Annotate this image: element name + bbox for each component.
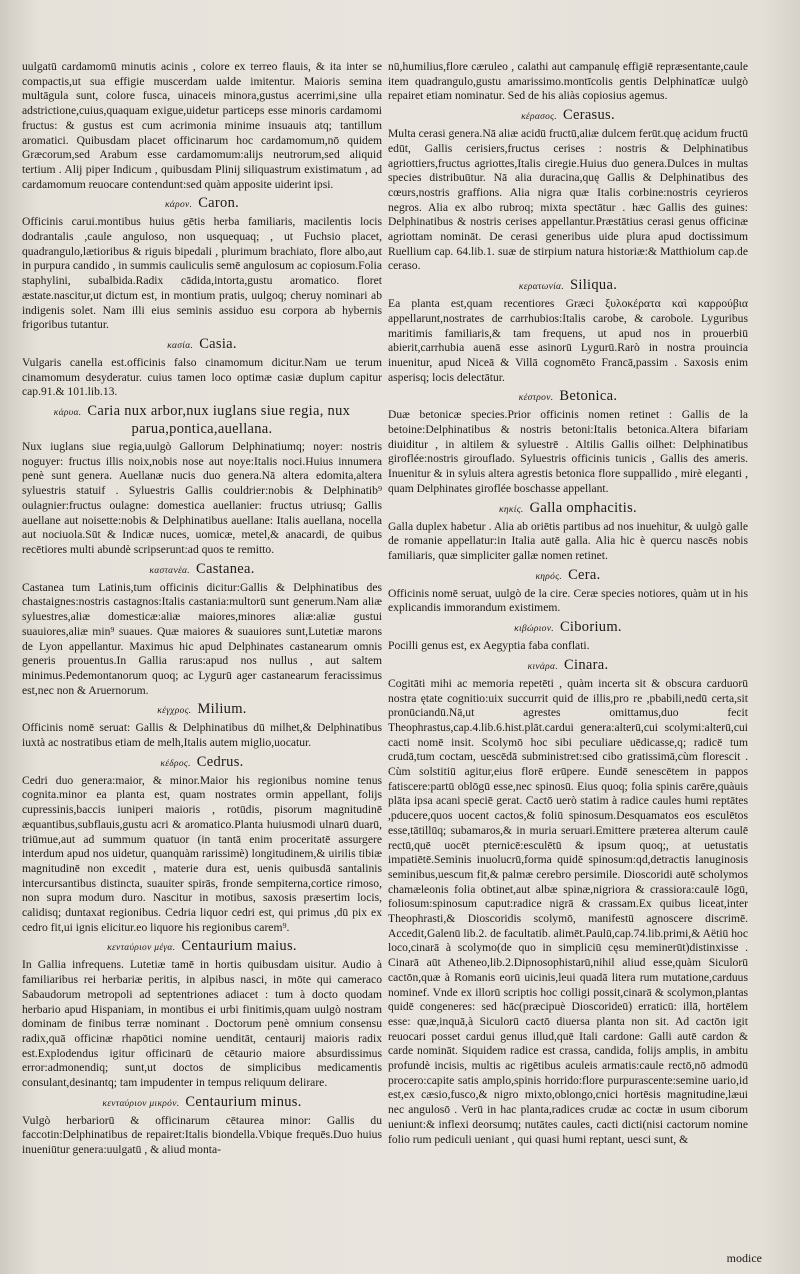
greek-term: καστανέα. xyxy=(149,565,190,576)
latin-term: Caron. xyxy=(198,195,240,212)
entry-heading xyxy=(22,561,382,579)
paragraph: Cedri duo genera:maior, & minor.Maior his regionibus nomine tenus cognita.minor ea planta est, quam nostrates ormin appellant, folijs cupressinis,baccis iuniperi maioris , rotūdis, pisorum magnitudinē æquantibus,subflauis,gustu acri & aromatico.Planta huiusmodi ulnarū duarū, triūmue,aut ad summum quatuor (in tantā enim proceritatē assurgere interdum apud nos uidetur, quanquàm rarissimè) longitudinem,& uirilis tibiæ magnitudinē non excedit , materie dura est, uenis quibusdā santalinis intercursantibus distincta, suauiter spirās, fronde sempiterna,cortice rimoso, non supra modum duro. Nascitur in motibus, saxosis præsertim locis, calidisq; duntaxat regionibus. Cedria liquor cedri est, qui primus ,dū pix ex cedro fit,ui ignis elicitur.eo liquore his regionibus carem⁹. xyxy=(22,773,382,934)
entry-heading xyxy=(388,567,748,585)
greek-term: κενταύριον μέγα. xyxy=(107,943,176,954)
paragraph: Multa cerasi genera.Nā aliæ acidū fructū,aliæ dulcem ferūt.quę acidum fructū edūt, Gallis cerisiers,fructus cerises : nostris & Delphinatibus agriottiers,fructus agriottes,Italis ciregie.Huius duo genera.Dulces in multas species distribuūtur. Nā alia duracina,quę Gallis & Delphinatibus des cœurs,nostris graffions. Alia nigra quæ Italis corbine:nostris ceyrieros negros. Alia ex albo rubroq; mixta spectātur . hæc Gallis des guines: Delphinatibus & nostris cerises appellantur.Præstātius cerasi genus officinæ agriottam nomināt. De cerasi generibus uide plura apud doctissimum Ruellium cap. 64.lib.1. suæ de stirpium natura historiæ:& Matthiolum cap.de ceraso. xyxy=(388,127,748,273)
entry-heading xyxy=(22,701,382,719)
entry-heading xyxy=(22,195,382,213)
entry-heading xyxy=(388,500,748,518)
entry-heading xyxy=(22,938,382,956)
greek-term: κέγχρος. xyxy=(157,706,192,717)
paragraph: Cogitāti mihi ac memoria repetēti , quàm incerta sit & obscura carduorū nostra ętate cognitio:uix succurrit quid de illis,pro re ,pbabili,nedū certa,sit pronūciandū.Nā,ut agrestes omittamus,duo fecit Theophrastus,cap.4.lib.6.hist.plāt.cardui genera:alterū,cui scolymi:alterū,cui cacti nomē insit. Scolymō hoc sibi peculiare uēdicasse,q; radicē tum crudā,tum coctam, uescēdā subministret:sed cibo gratissimā,cùm florescit . Cùm solstitiū agitur,eius florē erūpere. Eundē senescētem in pappos fatiscere:partū oblōgū esse,nec spinosū. Eius quoq; folia spinis carēre,quàuis plāta ipsa acani speciē gerat. Cactō uerò statim à radice caules humi reptātes ,pducere,quos uocent cactos,& foliū spinosum.Desquamatos eos esculētos esse,tātillūq; subamaros,& in muria seruari.Emittere præterea alterum caulē rectū,quē uocēt pternicē:esculētū & ipsum quoq;, at uetustatis impatiētē.Seminis inuolucrū,forma quidē spinosum:qd,detractis lanuginosis seminibus,uescum fit,& palmæ cerebro persimile. Dioscoridi autē scholymos chamæleonis folia obtinet,aut albæ spinæ,nigriora & crassiora:caulē lōgū, foliosum:spinosum caput:radice nigrā & crassam.Ex quibus liceat,inter Theophrasti,& Dioscoridis scolymō, manifestū agnoscere discrimē. Accedit,Galenū lib.2. de facultatib. alimēt.Paulū,cap.74.lib.primi,& Aëtiū hoc loco,cinarā à scolymo(de quo in simpliciū cęsu meminerūt)distinxisse . Cinarā aūt Atheneo,lib.2.Dipnosophistarū,nihil aliud esse,quàm Siculorū cactōn,quæ à Romanis eorū uicinis,leui quadā litera rum mutatione,carduus nominef. Vnde ex illorū scriptis hoc colligi possit,cinarā & scolymon,plantas quidē congeneres: sed hāc(præcipuè Dioscorideū) erraticū: illā, hortēlem esse: quæ,inquā,à Siculorū cactō diuersa planta non sit. Ad cactōn igit reuocari posset cardui genus illud,quē Itali cardone: Galli autē cardon & carde nomināt. Siquidem radice est crassa, candida, folijs amplis, in ambitu profundè incisis, multis ac rigētibus aculeis armatis:caule rectō,nō admodū procero:capite satis amplo,spinis horrido:flore purpurascente:semine uario,id est,ex cæsio,fusco,& nigro mixto,oblongo,cnici hortēsis magnitudine,læui nec angulosō . Verū in hac planta,radices crudæ ac coctæ in usum ciborum ueniunt:& inflexi deorsumq; nutātes caules, cacti dicti(nisi cactorum nomine folio rum pediculi ueniant , qui quasi humi reptant, uesci sunt, & xyxy=(388,676,748,1146)
greek-term: κασία. xyxy=(167,340,194,351)
latin-term: Caria nux arbor,nux iuglans siue regia, nux parua,pontica,auellana. xyxy=(87,403,351,438)
paragraph: Galla duplex habetur . Alia ab oriētis partibus ad nos inuehitur, & uulgò galle de romanie appellatur:in Italia autē galla. Alia hic è quercu nascēs nobis familiaris, quæ simpliciter gallæ nomen retinet. xyxy=(388,519,748,562)
greek-term: κέδρος. xyxy=(160,758,191,769)
latin-term: Cedrus. xyxy=(196,753,244,770)
paragraph: Duæ betonicæ species.Prior officinis nomen retinet : Gallis de la betoine:Delphinatibus & nostris betoni:Italis betonica.Altera bifariam diuiditur , in altilem & syluestrē . Altilis Gallis oilhet: Delphinatibus giroflée:nostris girouflado. Syluestris officinis tunicis , Gallis des ameris. Inuenitur & in syluis altera agrestis betonica flore suppallido , mirè eleganti , quam Delphinates giroflée boschasse appellant. xyxy=(388,408,748,495)
greek-term: κενταύριον μικρόν. xyxy=(102,1098,180,1109)
entry-heading xyxy=(388,107,748,125)
paragraph: Officinis nomē seruat: Gallis & Delphinatibus dū milhet,& Delphinatibus iuxtà ac nostratibus etiam de melh,Italis autem miglio,uocatur. xyxy=(22,721,382,750)
paragraph: In Gallia infrequens. Lutetiæ tamē in hortis quibusdam uisitur. Audio à familiaribus rei herbariæ peritis, in alpibus nasci, in mōte qui cameraco Sabaudorum metropoli ad septentriones adiacet : tum à docto quodam herbario apud Hispaniam, in montibus ei urbi finitimis,quam uulgò nostram dominam de finibus terræ nominant . Doctorum penè omnium consensu radix,quā officinæ rhapōtici nomine uenditāt, centaurij maioris radix est.Explodendus igitur officinarū de cētaurio maiore absurdissimus error:admonendiq; sunt,ut doctos de simplicibus medicamentis consulant,desinantq; tam impudenter in tempus reliquum delirare. xyxy=(22,958,382,1090)
latin-term: Cerasus. xyxy=(562,107,615,124)
latin-term: Cera. xyxy=(568,566,601,583)
greek-term: κέστρον. xyxy=(518,393,554,404)
greek-term: κηκίς. xyxy=(499,504,524,515)
greek-term: κάρυα. xyxy=(53,408,82,419)
greek-term: κιβώριον. xyxy=(514,624,554,635)
latin-term: Betonica. xyxy=(559,388,618,405)
paragraph: Pocilli genus est, ex Aegyptia faba conflati. xyxy=(388,639,590,653)
paragraph: Ea planta est,quam recentiores Græci ξυλοκέρατα καὶ καρρούβια appellarunt,nostrates de carrhubios:Italis carobe, & carobole. Lyguribus maritimis familiaris,& tam frequens, ut apud nos in prouerbiū abierit,carrhubia auenā esse asinorū Lygurū.Rarò in nostra prouincia inuenitur, apud Niceā & Villā cognomēto Francā,passim . Saxosis enim asperisq; locis delectātur. xyxy=(388,297,748,384)
entry-heading xyxy=(22,754,382,772)
paragraph: Vulgò herbariorū & officinarum cētaurea minor: Gallis du faccotin:Delphinatibus de repairet:Italis biondella.Vbique frequēs.Duo huius inueniūtur genera:uulgatū , & aliud monta- xyxy=(22,1113,382,1157)
entry-heading xyxy=(388,657,748,675)
latin-term: Galla omphacitis. xyxy=(529,499,637,516)
catchword: modice xyxy=(726,1251,762,1265)
latin-term: Ciborium. xyxy=(559,619,622,636)
right-text-column xyxy=(388,60,748,1147)
paragraph: nū,humilius,flore cæruleo , calathi aut campanulę effigiē repræsentante,caule item quadrangulo,gustu amarissimo.montīcolis gentis Delphinatīcæ uulgò repairet etiam nominatur. Sed de his aliàs copiosius agemus. xyxy=(388,60,748,103)
paragraph: Nux iuglans siue regia,uulgò Gallorum Delphinatiumq; noyer: nostris noguyer: fructus illis noix,nobis nose aut noye:Italis noci.Huius innumera penè sunt genera. Auellanæ nucis duo genera.Nā altera edomita,altera syluestris statuif . Syluestris Gallis couldrier:nobis & Delphinatib⁹ oulagnier:fructus oulagne: domestica auellanier: fructus utriusq; Gallis auellane aut noisette:nobis & Delphinatibus auellane: Italis auellana, nocella aut nociuola.Sūt & Indicæ nuces, uomicæ, metel,& anacardi, de quibus recētiores multi abundè scripserunt:ad quos te remitto. xyxy=(22,440,382,556)
paragraph: Officinis nomē seruat, uulgò de la cire. Ceræ species notiores, quàm ut in his explicandis immorandum existimem. xyxy=(388,586,748,615)
latin-term: Casia. xyxy=(199,335,237,352)
latin-term: Milium. xyxy=(197,701,247,718)
entry-heading xyxy=(22,1094,382,1112)
greek-term: κερατωνία. xyxy=(518,282,565,293)
greek-term: κηρός. xyxy=(535,571,563,582)
entry-heading xyxy=(388,277,748,295)
paragraph: uulgatū cardamomū minutis acinis , colore ex terreo flauis, & ita inter se compactis,ut sua effigie muscerdam ualde imitentur. Maioris semina multāgula sunt, colore fusca, uinaceis minora,gustus acerrimi,sine ulla adstrictione,cuius,quaquam exigue,uidetur particeps esse minoris cardamomi fructus: & gustus est cum acrimonia minime insuauis atq; tantillum aromatici. Quibusdam placet officinarum hoc cardamomum,nō quidem Græcorum,sed Arabum esse cardamomum:alijs neutrorum,sed aliquid tertium . Alij piper Indicum , quibusdam Plinij siliquastrum existimatum , ad cardamomum reuocare contendunt:sed quàm apposite uiderint ipsi. xyxy=(22,60,382,191)
entry-heading xyxy=(388,619,748,637)
paragraph: Vulgaris canella est.officinis falso cinamomum dicitur.Nam ue terum cinamomum desyderatur. cuius tamen loco optimæ casiæ duplum capitur cap.91.& 101.lib.13. xyxy=(22,355,382,399)
greek-term: κινάρα. xyxy=(527,661,559,672)
entry-heading xyxy=(388,388,748,406)
greek-term: κέρασος. xyxy=(521,112,557,123)
entry-heading xyxy=(22,336,382,354)
entry-heading xyxy=(22,403,382,438)
paragraph: Castanea tum Latinis,tum officinis dicitur:Gallis & Delphinatibus des chastaignes:nostris castagnos:Italis castania:multorū sunt generum.Nam aliæ syluestres,aliæ domesticæ:aliæ maiores,minores aliæ:aliæ gustui suauiores,aliæ min⁹ suaues. Quæ maiores & suauiores sunt,Lutetiæ marons de Lyon appellantur. Maximus hic apud Delphinates castanearum omnis generis prouentus.In Gallia rarus:apud nos nullus , aut saltem minimus.Pedemontanorum quoq; ac Lygurū ager castanearum feracissimus est,nec non & Aruernorum. xyxy=(22,580,382,697)
paragraph: Officinis carui.montibus huius gētis herba familiaris, macilentis locis dodrantalis ,caule anguloso, non usquequaq; , ut Fuchsio placet, quadrangulo,lætioribus & riguis bipedali , plurimum brachiato, flore albo,aut in purpura candido , in summis cauliculis semē angulosum ac copiosum.Folia staphylini, subalbida.Radix cādida,intorta,gustu aromatico. floret æstate.nascitur,ut dictum est, in montium pratis, uulgoq; cheruy nominari ab indigenis solet. Nam illi eius seminis assiduo esu corpora ab hybernis frigoribus tutantur. xyxy=(22,215,382,332)
latin-term: Centaurium maius. xyxy=(181,938,297,955)
latin-term: Centaurium minus. xyxy=(185,1093,302,1110)
greek-term: κάρον. xyxy=(164,200,193,211)
latin-term: Cinara. xyxy=(564,656,609,673)
latin-term: Siliqua. xyxy=(570,277,618,294)
latin-term: Castanea. xyxy=(195,560,255,577)
left-text-column xyxy=(22,60,382,1158)
